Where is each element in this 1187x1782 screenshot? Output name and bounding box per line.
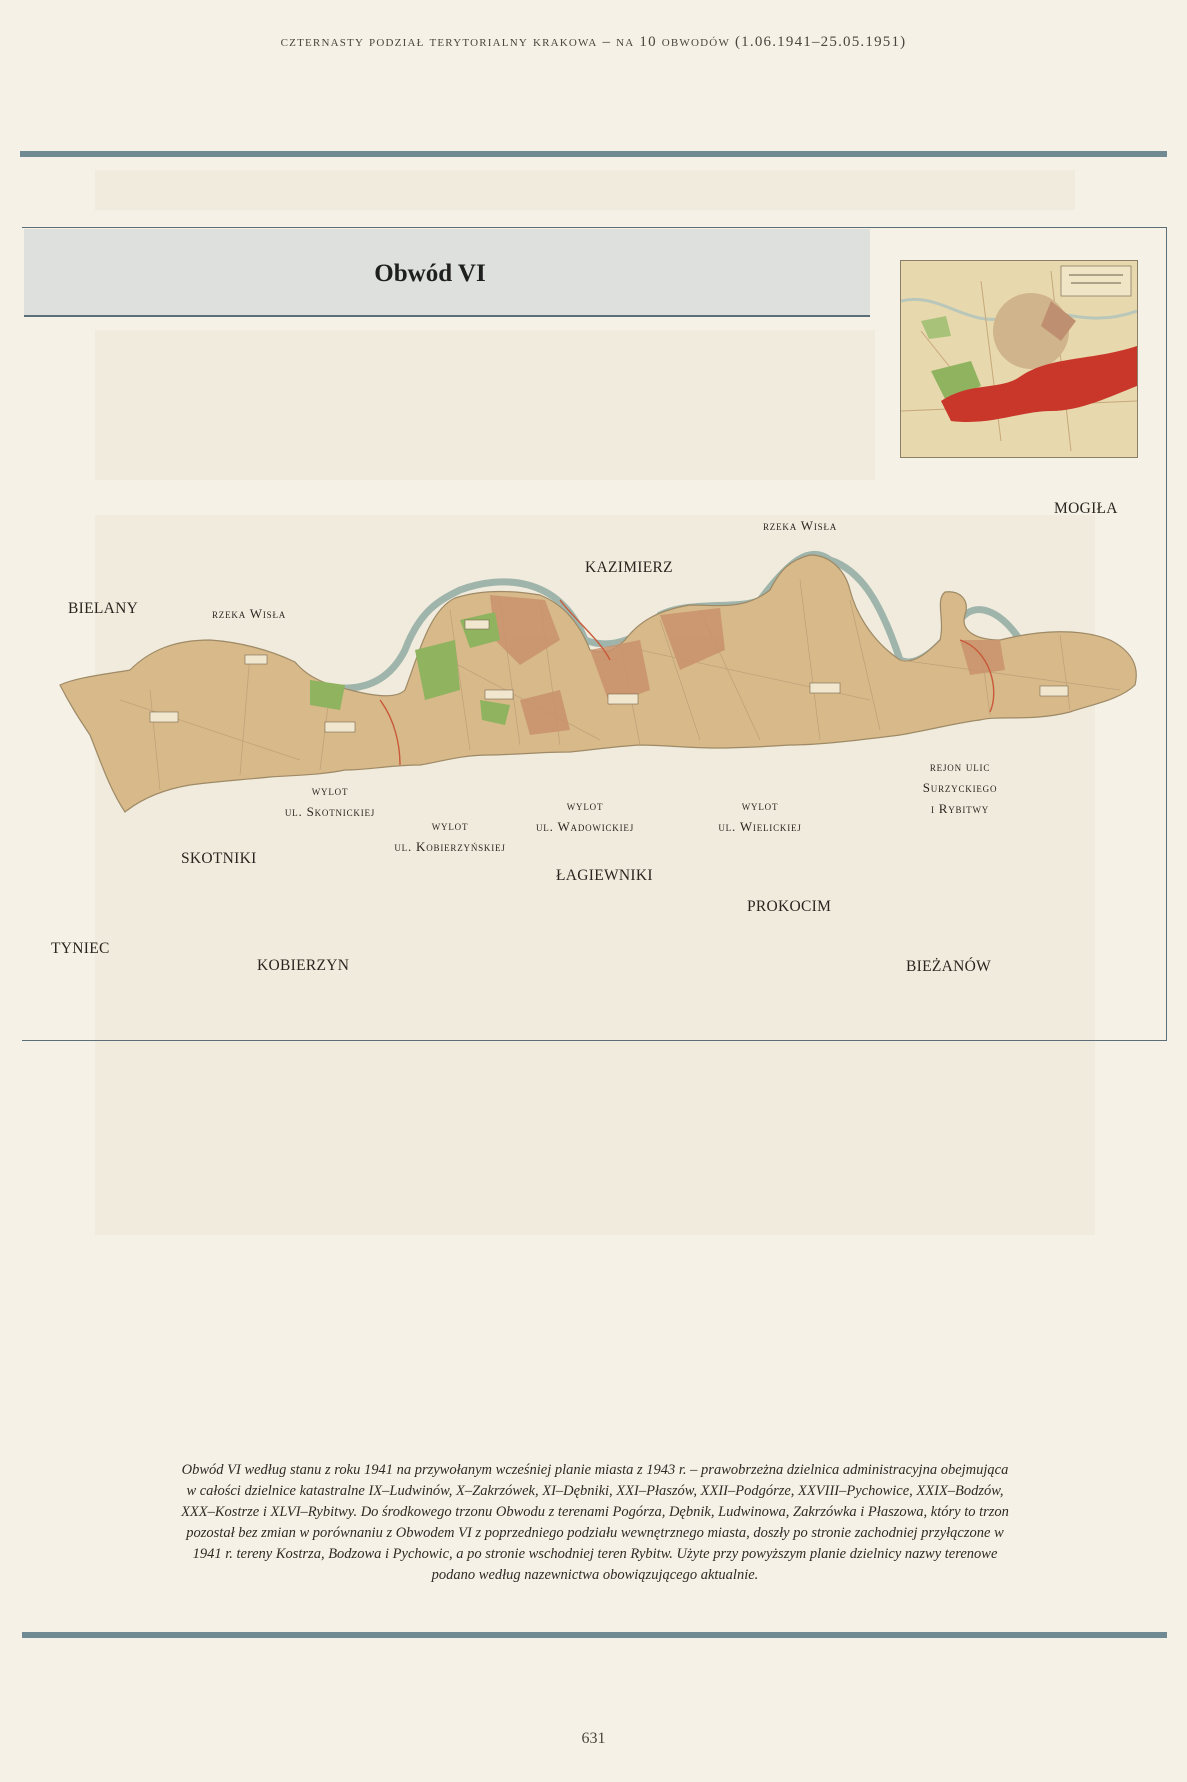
- label-skotniki: SKOTNIKI: [181, 850, 257, 867]
- label-biezanow: BIEŻANÓW: [906, 958, 992, 975]
- label-line: rejon ulic: [929, 759, 991, 774]
- label-kobierzyn: KOBIERZYN: [257, 957, 350, 974]
- label-line: ul. Wadowickiej: [535, 819, 635, 834]
- label-wylot-wielickiej: [690, 795, 830, 837]
- label-prokocim: PROKOCIM: [747, 898, 832, 915]
- label-tyniec: TYNIEC: [51, 940, 110, 957]
- label-line: ul. Wielickiej: [718, 819, 802, 834]
- label-line: wylot: [566, 798, 604, 813]
- label-line: wylot: [311, 783, 349, 798]
- bottom-rule: [22, 1632, 1167, 1638]
- map-title: Obwód VI: [374, 260, 486, 287]
- label-line: Surzyckiego: [922, 780, 998, 795]
- running-head: czternasty podział terytorialny krakowa – na 10 obwodów (1.06.1941–25.05.1951): [280, 34, 907, 50]
- label-wylot-wadowickiej: [510, 795, 660, 837]
- label-lagiewniki: ŁAGIEWNIKI: [556, 867, 653, 884]
- label-line: ul. Skotnickiej: [284, 804, 376, 819]
- label-line: wylot: [431, 818, 469, 833]
- green-area: [310, 680, 345, 710]
- label-rzeka-wisla-east: rzeka Wisła: [763, 518, 838, 533]
- map-caption: Obwód VI według stanu z roku 1941 na przywołanym wcześniej planie miasta z 1943 r. – prawobrzeżna dzielnica administracyjna obejmująca w całości dzielnice katastralne IX–Ludwinów, X–Zakrzówek, XI–Dębniki, XXI–Płaszów, XXII–Podgórze, XXVIII–Pychowice, XXIX–Bodzów, XXX–Kostrze i XLVI–Rybitwy. Do środkowego trzonu Obwodu z terenami Pogórza, Dębnik, Ludwinowa, Zakrzówka i Płaszowa, który to trzon pozostał bez zmian w porównaniu z Obwodem VI z poprzedniego podziału wewnętrznego miasta, doszły po stronie zachodniej przyłączone w 1941 r. tereny Kostrza, Bodzowa i Pychowic, a po stronie wschodniej teren Rybitw. Użyte przy powyższym planie dzielnicy nazwy terenowe podano według nazewnictwa obowiązującego aktualnie.: [181, 1462, 1009, 1583]
- label-kazimierz: KAZIMIERZ: [585, 559, 673, 576]
- label-wylot-kobierzynskiej: [370, 815, 530, 857]
- label-rejon-ulic: [885, 756, 1035, 819]
- label-rzeka-wisla-west: rzeka Wisła: [212, 606, 287, 621]
- page-number: 631: [581, 1730, 606, 1747]
- label-line: ul. Kobierzyńskiej: [394, 839, 506, 854]
- label-line: wylot: [741, 798, 779, 813]
- label-bielany: BIELANY: [68, 600, 139, 617]
- label-mogila: MOGIŁA: [1054, 500, 1118, 517]
- label-line: i Rybitwy: [930, 801, 990, 816]
